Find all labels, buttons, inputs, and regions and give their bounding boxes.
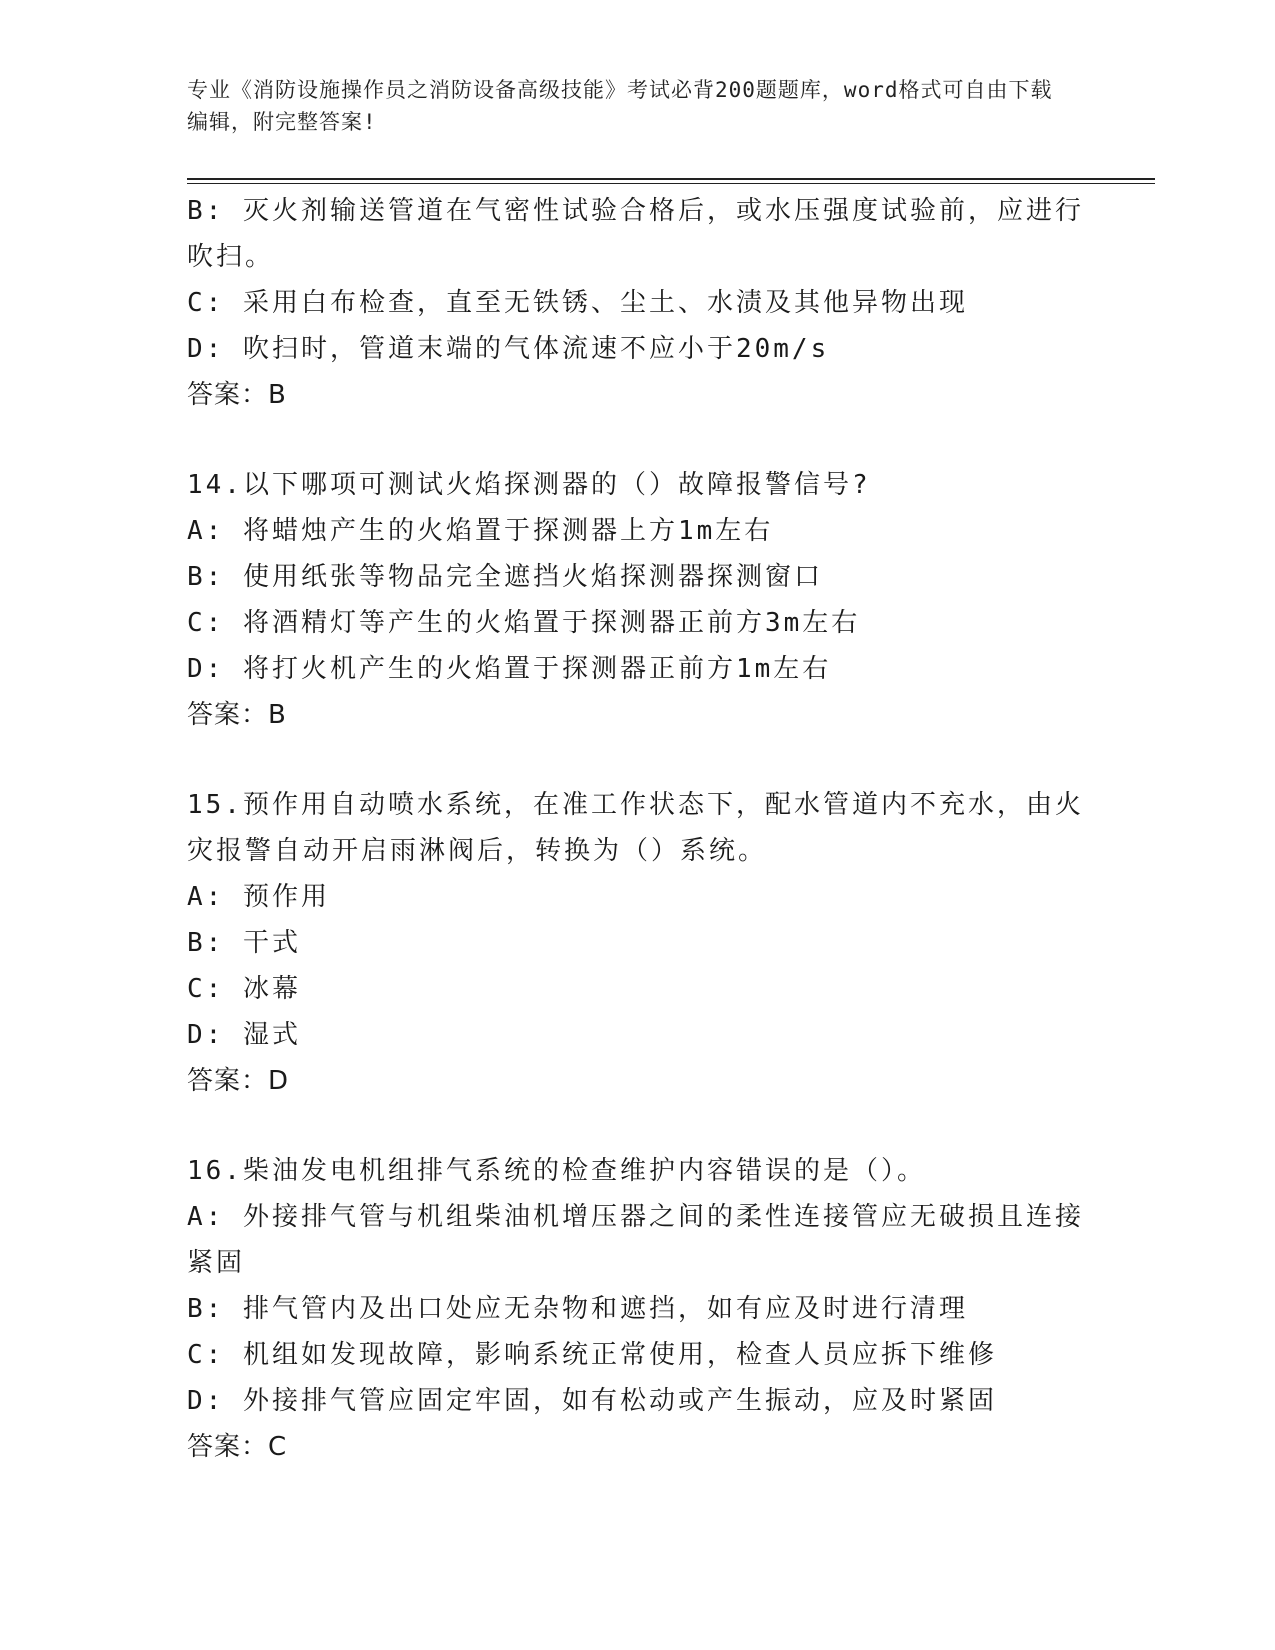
spacer (187, 418, 1087, 462)
option-a: A: 外接排气管与机组柴油机增压器之间的柔性连接管应无破损且连接紧固 (187, 1202, 1084, 1278)
question-16 (187, 1148, 1087, 1470)
header-divider (187, 178, 1155, 184)
option-c: C: 采用白布检查，直至无铁锈、尘土、水渍及其他异物出现 (187, 288, 968, 318)
option-b: B: 干式 (187, 928, 301, 958)
answer: 答案：D (187, 1066, 290, 1096)
option-c: C: 机组如发现故障，影响系统正常使用，检查人员应拆下维修 (187, 1340, 997, 1370)
document-header (187, 74, 1067, 138)
question-15 (187, 782, 1087, 1104)
question-text: 16.柴油发电机组排气系统的检查维护内容错误的是（）。 (187, 1156, 926, 1186)
spacer (187, 738, 1087, 782)
question-text: 15.预作用自动喷水系统，在准工作状态下，配水管道内不充水，由火灾报警自动开启雨淋阀后，转换为（）系统。 (187, 790, 1084, 866)
option-d: D: 将打火机产生的火焰置于探测器正前方1m左右 (187, 654, 832, 684)
option-d: D: 外接排气管应固定牢固，如有松动或产生振动，应及时紧固 (187, 1386, 997, 1416)
answer: 答案：C (187, 1432, 288, 1462)
question-text: 14.以下哪项可测试火焰探测器的（）故障报警信号? (187, 470, 871, 500)
option-b: B: 使用纸张等物品完全遮挡火焰探测器探测窗口 (187, 562, 823, 592)
option-b: B: 排气管内及出口处应无杂物和遮挡，如有应及时进行清理 (187, 1294, 968, 1324)
question-13 (187, 188, 1087, 418)
header-title: 专业《消防设施操作员之消防设备高级技能》考试必背200题题库，word格式可自由下载编辑，附完整答案! (187, 78, 1053, 134)
option-a: A: 预作用 (187, 882, 330, 912)
option-c: C: 将酒精灯等产生的火焰置于探测器正前方3m左右 (187, 608, 861, 638)
question-list (187, 188, 1087, 1470)
answer: 答案：B (187, 700, 287, 730)
option-a: A: 将蜡烛产生的火焰置于探测器上方1m左右 (187, 516, 774, 546)
option-b: B: 灭火剂输送管道在气密性试验合格后，或水压强度试验前，应进行吹扫。 (187, 196, 1084, 272)
spacer (187, 1104, 1087, 1148)
option-c: C: 冰幕 (187, 974, 301, 1004)
option-d: D: 湿式 (187, 1020, 301, 1050)
option-d: D: 吹扫时，管道末端的气体流速不应小于20m/s (187, 334, 830, 364)
question-14 (187, 462, 1087, 738)
answer: 答案：B (187, 380, 287, 410)
